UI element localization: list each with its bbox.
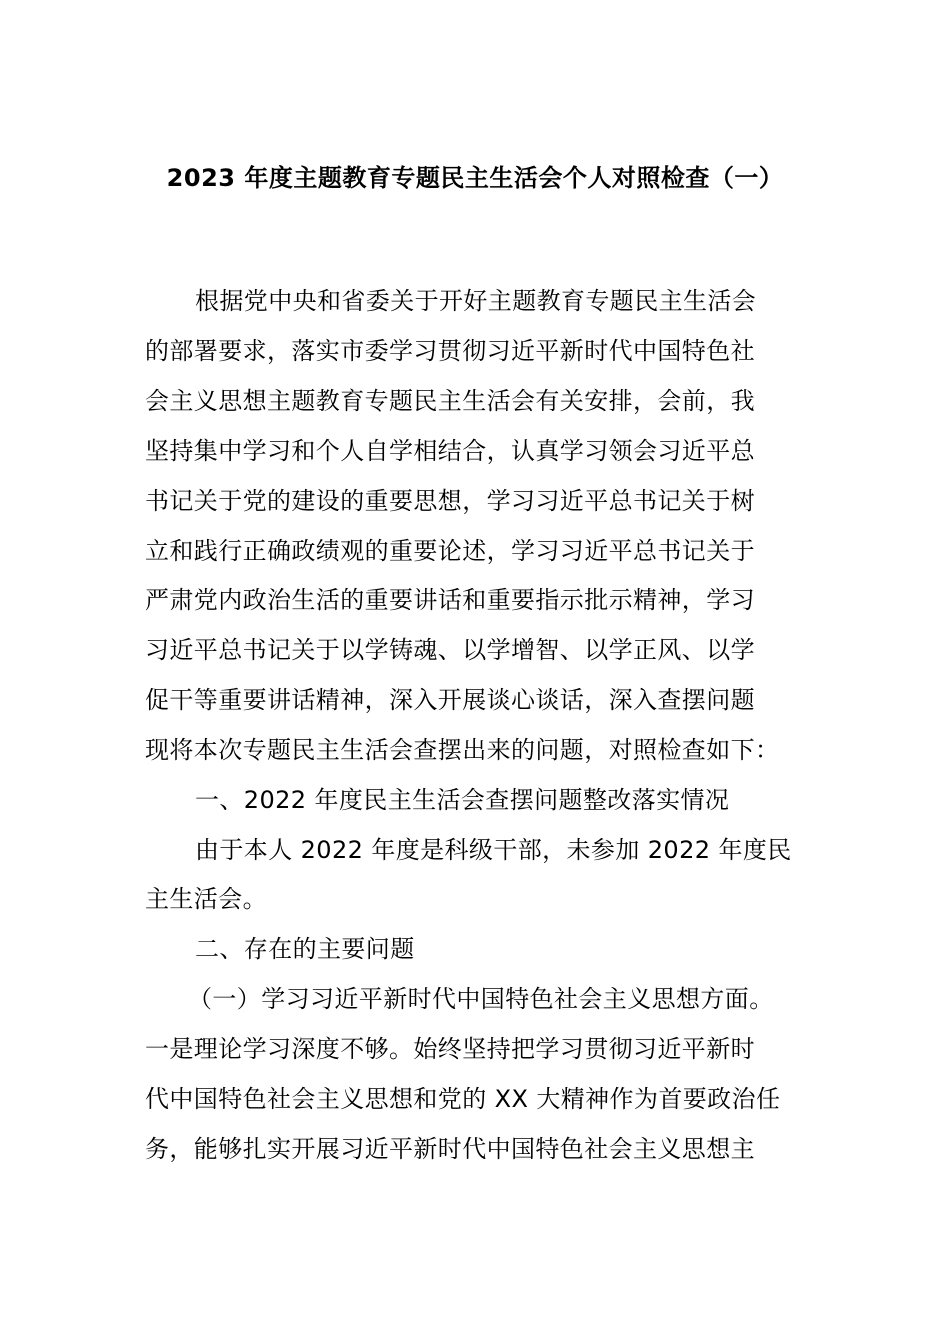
paragraph-line: 促干等重要讲话精神，深入开展谈心谈话，深入查摆问题	[145, 686, 755, 714]
paragraph-line: 代中国特色社会主义思想和党的 XX 大精神作为首要政治任	[145, 1085, 781, 1113]
paragraph-line: 书记关于党的建设的重要思想，学习习近平总书记关于树	[145, 487, 755, 515]
paragraph-line: 一是理论学习深度不够。始终坚持把学习贯彻习近平新时	[145, 1035, 755, 1063]
paragraph-line: 务，能够扎实开展习近平新时代中国特色社会主义思想主	[145, 1135, 755, 1163]
paragraph-line: 现将本次专题民主生活会查摆出来的问题，对照检查如下：	[145, 736, 780, 764]
paragraph-line: 习近平总书记关于以学铸魂、以学增智、以学正风、以学	[145, 636, 755, 664]
document-title: 2023 年度主题教育专题民主生活会个人对照检查（一）	[166, 164, 784, 192]
paragraph-line: 坚持集中学习和个人自学相结合，认真学习领会习近平总	[145, 437, 755, 465]
paragraph-line: 立和践行正确政绩观的重要论述，学习习近平总书记关于	[145, 537, 755, 565]
paragraph-line: 根据党中央和省委关于开好主题教育专题民主生活会	[195, 287, 757, 315]
paragraph-line: 由于本人 2022 年度是科级干部，未参加 2022 年度民	[195, 836, 792, 864]
paragraph-line: 的部署要求，落实市委学习贯彻习近平新时代中国特色社	[145, 337, 755, 365]
paragraph-line: 主生活会。	[145, 885, 267, 913]
subsection-heading: （一）学习习近平新时代中国特色社会主义思想方面。	[188, 985, 774, 1013]
paragraph-line: 会主义思想主题教育专题民主生活会有关安排，会前，我	[145, 387, 755, 415]
paragraph-line: 严肃党内政治生活的重要讲话和重要指示批示精神，学习	[145, 586, 755, 614]
section-heading: 二、存在的主要问题	[195, 935, 415, 963]
section-heading: 一、2022 年度民主生活会查摆问题整改落实情况	[195, 786, 730, 814]
